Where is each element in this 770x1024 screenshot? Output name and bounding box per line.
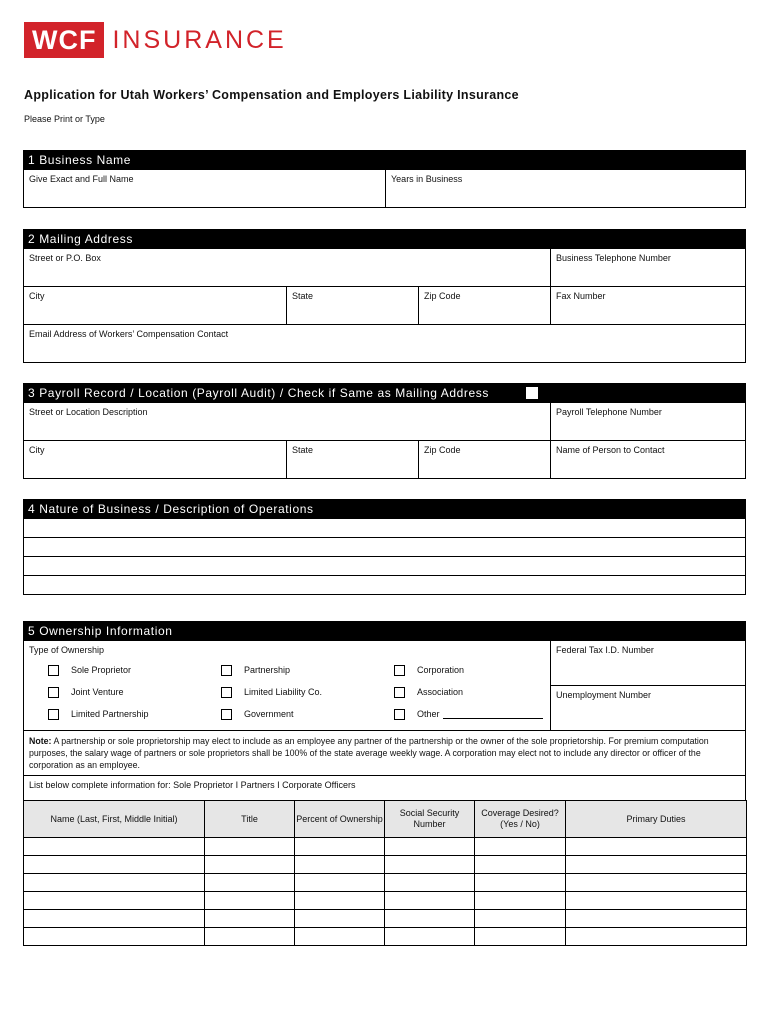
table-cell[interactable]: [566, 856, 747, 874]
option-partnership[interactable]: [221, 665, 290, 676]
checkbox[interactable]: [394, 687, 405, 698]
table-cell[interactable]: [475, 874, 566, 892]
note-label: Note:: [29, 736, 52, 746]
form-title: Application for Utah Workers’ Compensation and Employers Liability Insurance: [24, 88, 519, 102]
description-line[interactable]: [23, 519, 746, 538]
field-label: Unemployment Number: [556, 690, 652, 700]
same-as-mailing-checkbox[interactable]: [525, 386, 539, 400]
field-label: Give Exact and Full Name: [29, 174, 134, 184]
field-label: Email Address of Workers’ Compensation Contact: [29, 329, 229, 339]
state-field[interactable]: [287, 287, 419, 324]
option-label: Other: [417, 709, 440, 719]
table-cell[interactable]: [295, 910, 385, 928]
fax-field[interactable]: [551, 287, 745, 324]
field-label: Fax Number: [556, 291, 606, 301]
column-header: Percent of Ownership: [295, 801, 385, 838]
table-row: [24, 874, 747, 892]
table-cell[interactable]: [295, 856, 385, 874]
column-header: Social Security Number: [385, 801, 475, 838]
field-label: Street or P.O. Box: [29, 253, 101, 263]
table-row: [24, 838, 747, 856]
section-heading: 2 Mailing Address: [23, 229, 746, 249]
option-association[interactable]: [394, 687, 463, 698]
table-cell[interactable]: [205, 910, 295, 928]
payroll-phone-field[interactable]: [551, 403, 745, 440]
table-cell[interactable]: [24, 874, 205, 892]
table-cell[interactable]: [566, 892, 747, 910]
table-cell[interactable]: [295, 892, 385, 910]
location-city-field[interactable]: [24, 441, 287, 478]
logo-mark: WCF: [24, 22, 104, 58]
description-line[interactable]: [23, 557, 746, 576]
email-field[interactable]: [24, 325, 745, 362]
owners-table: [23, 800, 747, 946]
table-cell[interactable]: [205, 874, 295, 892]
field-label: State: [292, 445, 314, 455]
option-other[interactable]: [394, 709, 543, 720]
field-label: Zip Code: [424, 291, 461, 301]
field-label: Street or Location Description: [29, 407, 148, 417]
table-cell[interactable]: [566, 838, 747, 856]
option-label: Sole Proprietor: [71, 665, 132, 675]
table-cell[interactable]: [24, 910, 205, 928]
contact-person-field[interactable]: [551, 441, 745, 478]
table-cell[interactable]: [205, 838, 295, 856]
checkbox[interactable]: [221, 665, 232, 676]
option-label: Limited Liability Co.: [244, 687, 323, 697]
federal-tax-id-field[interactable]: [551, 641, 745, 686]
description-line[interactable]: [23, 538, 746, 557]
table-cell[interactable]: [295, 928, 385, 946]
section-payroll-record: [23, 383, 746, 479]
field-label: Business Telephone Number: [556, 253, 671, 263]
section-nature-of-business: [23, 499, 746, 595]
location-street-field[interactable]: [24, 403, 551, 440]
field-label: City: [29, 291, 45, 301]
checkbox[interactable]: [394, 665, 405, 676]
table-row: [24, 928, 747, 946]
note-text: A partnership or sole proprietorship may elect to include as an employee any partner of the partnership or the owner of the sole proprietorship. For premium computation purposes, the salary wage of partners or sole proprietors shall be 100% of the state average weekly wage. A corporation may elect not to include any director or officer of the corporation as an employee.: [29, 736, 709, 770]
wcf-logo: [24, 22, 287, 58]
table-cell[interactable]: [205, 856, 295, 874]
section-heading: 4 Nature of Business / Description of Operations: [23, 499, 746, 519]
table-cell[interactable]: [385, 838, 475, 856]
location-state-field[interactable]: [287, 441, 419, 478]
option-label: Corporation: [417, 665, 465, 675]
street-field[interactable]: [24, 249, 551, 286]
option-label: Government: [244, 709, 294, 719]
field-label: Payroll Telephone Number: [556, 407, 662, 417]
option-joint-venture[interactable]: [48, 687, 124, 698]
table-cell[interactable]: [205, 928, 295, 946]
section-heading: [23, 383, 746, 403]
checkbox[interactable]: [48, 709, 59, 720]
field-label: Type of Ownership: [29, 645, 105, 655]
table-cell[interactable]: [475, 838, 566, 856]
table-row: [24, 856, 747, 874]
section-heading: 5 Ownership Information: [23, 621, 746, 641]
zip-field[interactable]: [419, 287, 551, 324]
section-ownership-information: [23, 621, 746, 946]
option-label: Limited Partnership: [71, 709, 149, 719]
checkbox[interactable]: [48, 687, 59, 698]
field-label: State: [292, 291, 314, 301]
table-cell[interactable]: [24, 928, 205, 946]
table-row: [24, 910, 747, 928]
table-cell[interactable]: [475, 892, 566, 910]
logo-wordmark: INSURANCE: [112, 25, 287, 54]
other-input[interactable]: [443, 709, 543, 719]
unemployment-number-field[interactable]: [551, 686, 745, 730]
years-in-business-field[interactable]: [386, 170, 745, 207]
description-line[interactable]: [23, 576, 746, 595]
option-sole-proprietor[interactable]: [48, 665, 131, 676]
table-cell[interactable]: [475, 910, 566, 928]
business-name-field[interactable]: [24, 170, 386, 207]
table-row: [24, 892, 747, 910]
field-label: Name of Person to Contact: [556, 445, 665, 455]
table-cell[interactable]: [475, 856, 566, 874]
ownership-type-group: [24, 641, 551, 730]
section-mailing-address: [23, 229, 746, 363]
table-cell[interactable]: [385, 910, 475, 928]
option-corporation[interactable]: [394, 665, 464, 676]
table-cell[interactable]: [566, 874, 747, 892]
table-cell[interactable]: [24, 838, 205, 856]
location-zip-field[interactable]: [419, 441, 551, 478]
table-cell[interactable]: [385, 856, 475, 874]
form-subtitle: Please Print or Type: [24, 114, 105, 124]
field-label: Years in Business: [391, 174, 463, 184]
table-cell[interactable]: [205, 892, 295, 910]
option-label: Partnership: [244, 665, 291, 675]
column-header: Title: [205, 801, 295, 838]
table-cell[interactable]: [475, 928, 566, 946]
section-business-name: [23, 150, 746, 208]
option-label: Association: [417, 687, 464, 697]
table-cell[interactable]: [295, 874, 385, 892]
field-label: Federal Tax I.D. Number: [556, 645, 654, 655]
section-heading-text: 3 Payroll Record / Location (Payroll Audit) / Check if Same as Mailing Address: [28, 386, 489, 400]
table-cell[interactable]: [295, 838, 385, 856]
table-cell[interactable]: [24, 892, 205, 910]
column-header: Name (Last, First, Middle Initial): [24, 801, 205, 838]
section-heading: 1 Business Name: [23, 150, 746, 170]
ownership-note: [24, 731, 745, 775]
checkbox[interactable]: [394, 709, 405, 720]
field-label: Zip Code: [424, 445, 461, 455]
column-header: Coverage Desired? (Yes / No): [475, 801, 566, 838]
checkbox[interactable]: [221, 709, 232, 720]
table-cell[interactable]: [24, 856, 205, 874]
table-cell[interactable]: [385, 874, 475, 892]
column-header: Primary Duties: [566, 801, 747, 838]
table-header-row: [24, 801, 747, 838]
checkbox[interactable]: [221, 687, 232, 698]
list-instruction: List below complete information for: Sole Proprietor I Partners I Corporate Officers: [29, 780, 356, 790]
option-limited-liability-co[interactable]: [221, 687, 322, 698]
checkbox[interactable]: [48, 665, 59, 676]
table-cell[interactable]: [385, 928, 475, 946]
city-field[interactable]: [24, 287, 287, 324]
table-cell[interactable]: [566, 910, 747, 928]
field-label: City: [29, 445, 45, 455]
business-phone-field[interactable]: [551, 249, 745, 286]
option-limited-partnership[interactable]: [48, 709, 149, 720]
table-cell[interactable]: [566, 928, 747, 946]
option-government[interactable]: [221, 709, 294, 720]
table-cell[interactable]: [385, 892, 475, 910]
option-label: Joint Venture: [71, 687, 124, 697]
